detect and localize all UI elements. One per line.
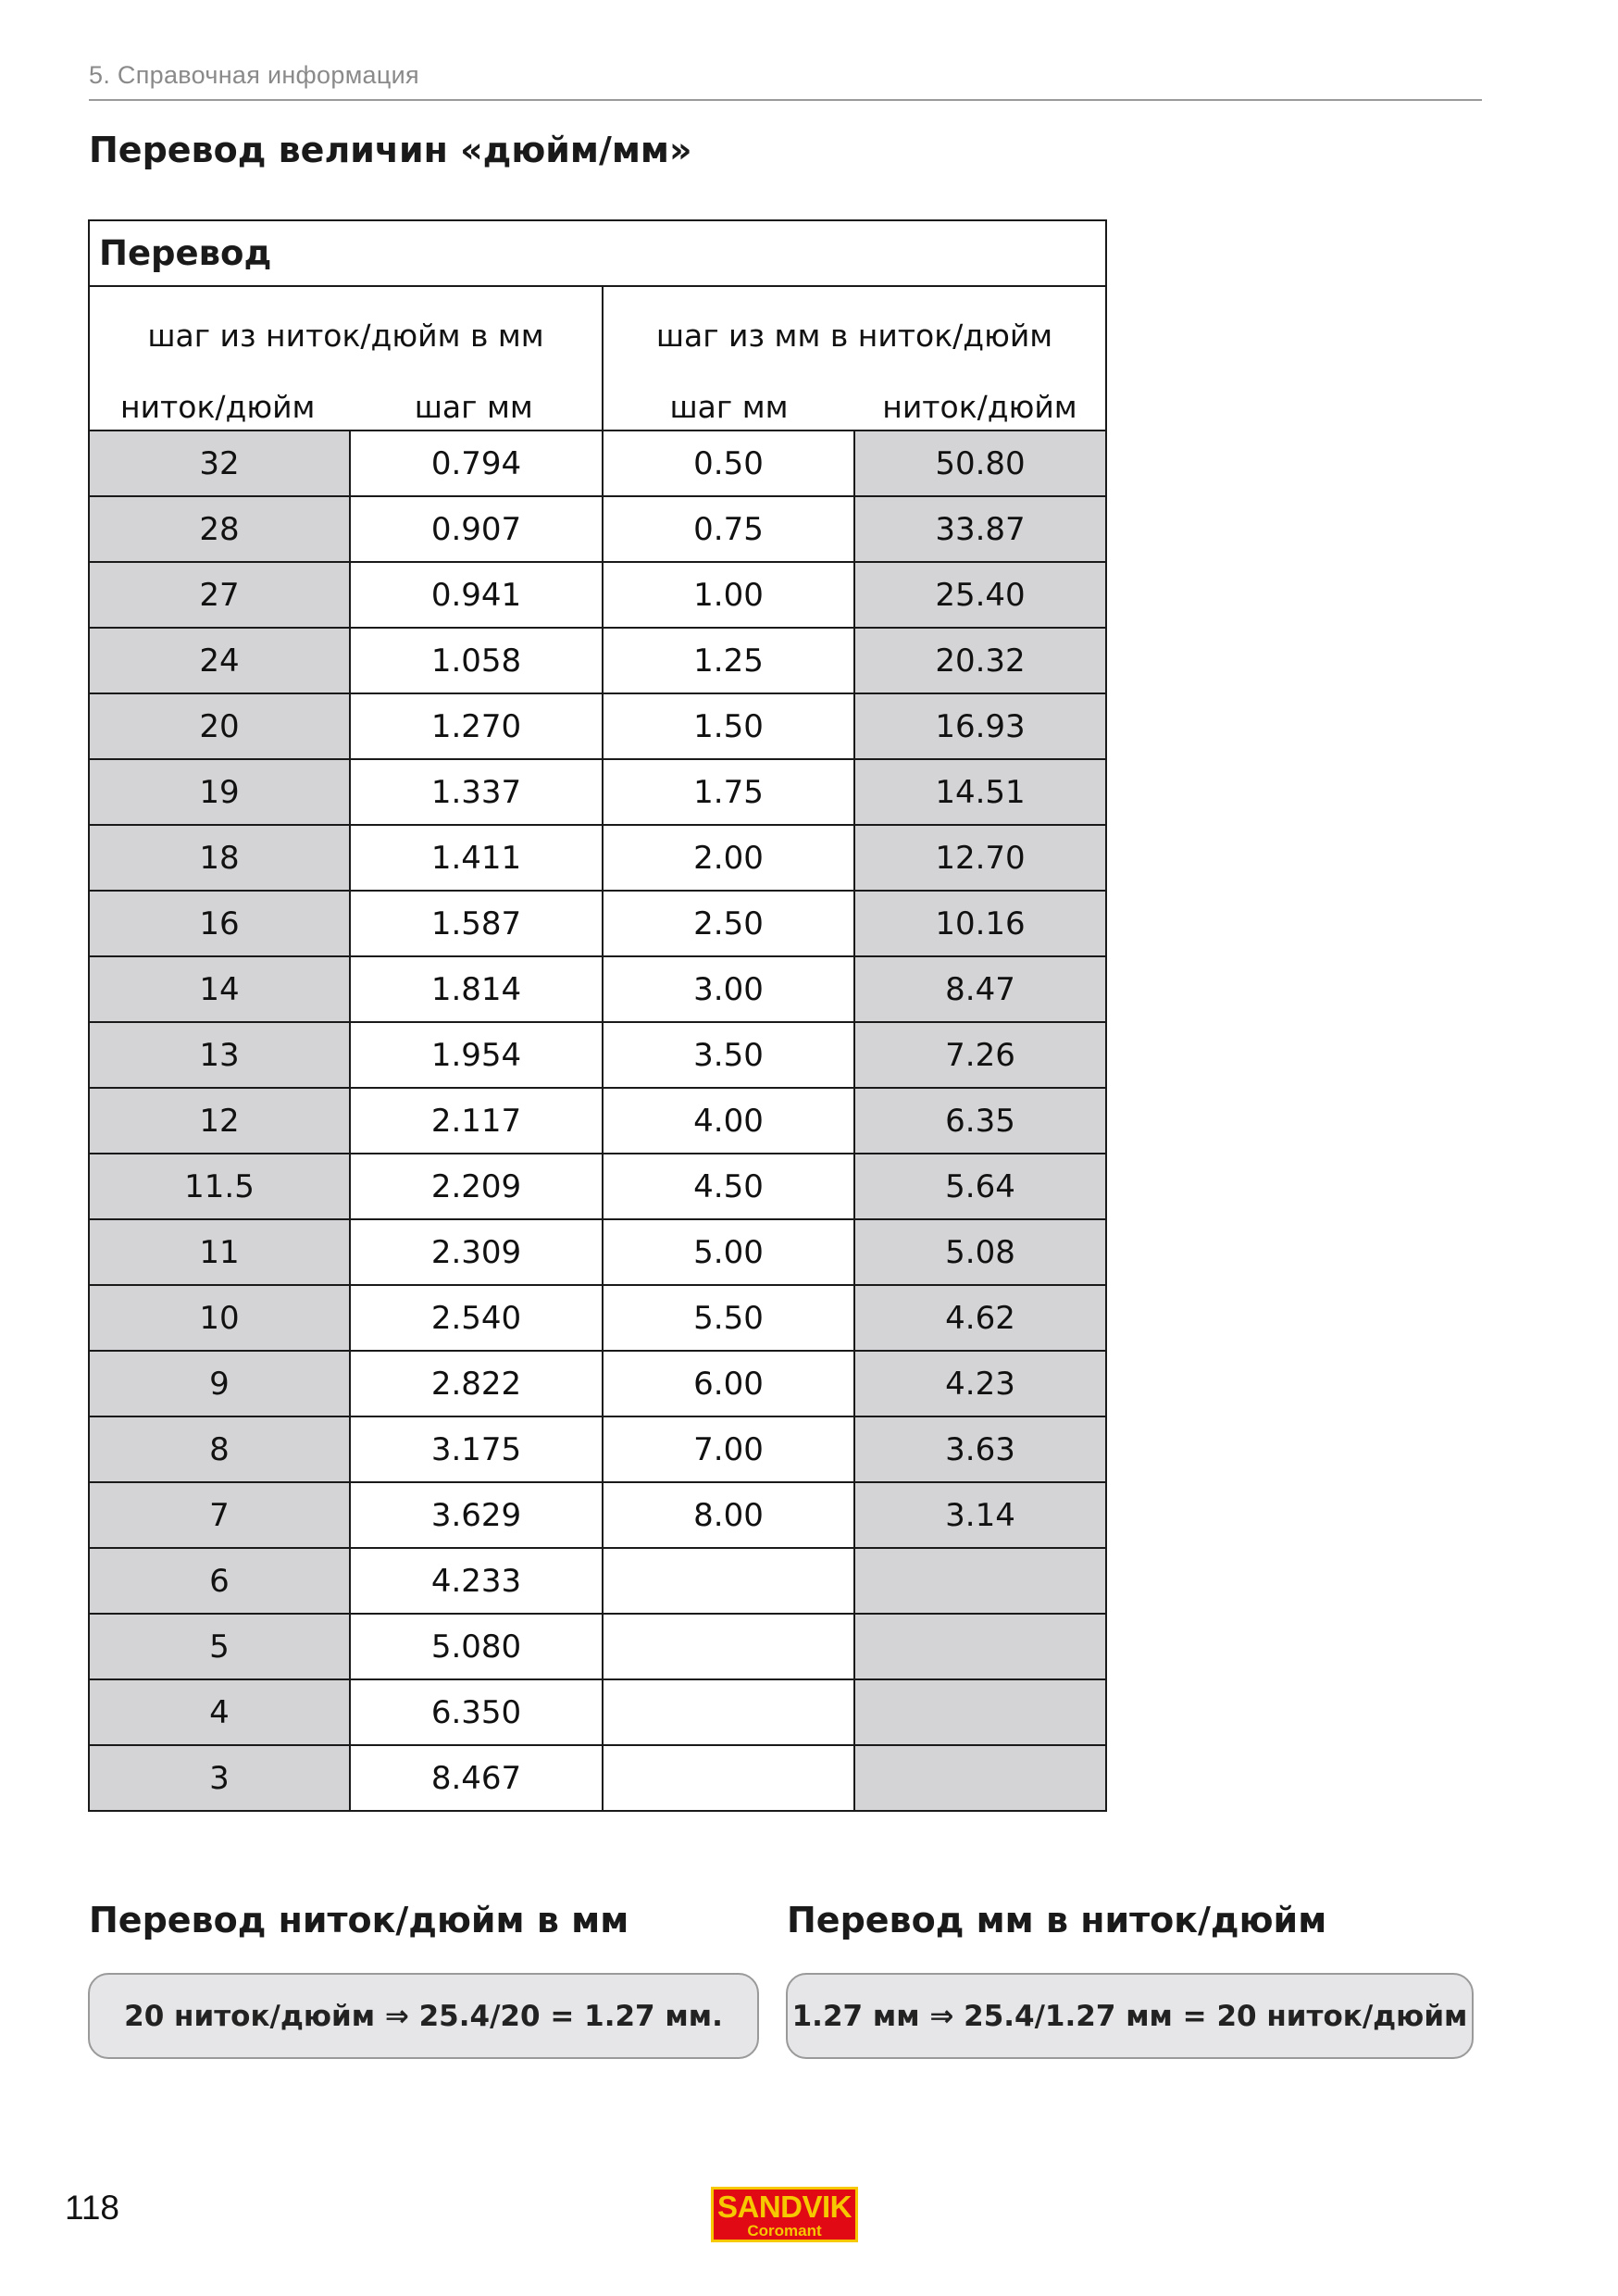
cell-pitch-mm: 2.117: [350, 1088, 603, 1154]
cell-tpi-right: [854, 1614, 1106, 1679]
cell-tpi: 7: [89, 1482, 350, 1548]
cell-pitch-mm-right: 1.25: [603, 628, 854, 693]
cell-tpi-right: 4.62: [854, 1285, 1106, 1351]
cell-tpi: 4: [89, 1679, 350, 1745]
cell-pitch-mm: 0.941: [350, 562, 603, 628]
cell-tpi-right: [854, 1679, 1106, 1745]
conversion-table: [88, 219, 1107, 1812]
group-header-tpi-to-mm: [89, 286, 603, 430]
cell-tpi: 27: [89, 562, 350, 628]
table-row: [89, 1088, 1106, 1154]
formula-mm-to-tpi: 1.27 мм ⇒ 25.4/1.27 мм = 20 ниток/дюйм: [791, 1999, 1468, 2033]
cell-tpi-right: 5.08: [854, 1219, 1106, 1285]
cell-pitch-mm-right: 4.50: [603, 1154, 854, 1219]
cell-tpi-right: 20.32: [854, 628, 1106, 693]
cell-pitch-mm: 0.794: [350, 430, 603, 496]
group-title-right: шаг из мм в ниток/дюйм: [655, 318, 1053, 354]
table-row: [89, 1154, 1106, 1219]
cell-pitch-mm-right: 1.75: [603, 759, 854, 825]
cell-tpi-right: 4.23: [854, 1351, 1106, 1416]
cell-pitch-mm: 1.058: [350, 628, 603, 693]
cell-pitch-mm: 1.270: [350, 693, 603, 759]
cell-pitch-mm: 1.411: [350, 825, 603, 891]
cell-pitch-mm: 3.175: [350, 1416, 603, 1482]
cell-pitch-mm: 6.350: [350, 1679, 603, 1745]
cell-pitch-mm: 1.587: [350, 891, 603, 956]
table-row: [89, 1351, 1106, 1416]
cell-tpi: 11.5: [89, 1154, 350, 1219]
table-row: [89, 825, 1106, 891]
cell-pitch-mm-right: [603, 1679, 854, 1745]
logo-subtitle: Coromant: [747, 2221, 822, 2240]
table-row: [89, 1614, 1106, 1679]
cell-tpi: 6: [89, 1548, 350, 1614]
cell-tpi: 11: [89, 1219, 350, 1285]
cell-pitch-mm-right: 5.50: [603, 1285, 854, 1351]
cell-tpi-right: 3.14: [854, 1482, 1106, 1548]
cell-tpi-right: 33.87: [854, 496, 1106, 562]
cell-pitch-mm-right: 2.50: [603, 891, 854, 956]
section-label: 5. Справочная информация: [89, 61, 419, 89]
cell-tpi-right: 5.64: [854, 1154, 1106, 1219]
conversion-heading-tpi-to-mm: Перевод ниток/дюйм в мм: [89, 1900, 629, 1940]
table-row: [89, 1219, 1106, 1285]
table-row: [89, 562, 1106, 628]
cell-tpi: 19: [89, 759, 350, 825]
conversion-heading-mm-to-tpi: Перевод мм в ниток/дюйм: [787, 1900, 1327, 1940]
cell-tpi: 5: [89, 1614, 350, 1679]
column-header-pitch-right: шаг мм: [669, 389, 789, 425]
group-header-mm-to-tpi: [603, 286, 1106, 430]
cell-tpi: 20: [89, 693, 350, 759]
group-title-left: шаг из ниток/дюйм в мм: [147, 318, 544, 354]
sandvik-coromant-logo: [711, 2187, 858, 2242]
logo-wordmark: SANDVIK: [716, 2189, 853, 2224]
cell-tpi-right: 14.51: [854, 759, 1106, 825]
cell-pitch-mm: 1.337: [350, 759, 603, 825]
formula-tpi-to-mm: 20 ниток/дюйм ⇒ 25.4/20 = 1.27 мм.: [124, 1999, 723, 2033]
cell-pitch-mm-right: 3.50: [603, 1022, 854, 1088]
cell-pitch-mm: 2.309: [350, 1219, 603, 1285]
table-row: [89, 693, 1106, 759]
cell-tpi: 32: [89, 430, 350, 496]
cell-pitch-mm-right: 5.00: [603, 1219, 854, 1285]
table-row: [89, 496, 1106, 562]
cell-pitch-mm: 0.907: [350, 496, 603, 562]
table-row: [89, 1285, 1106, 1351]
formula-box-mm-to-tpi: [786, 1973, 1474, 2059]
cell-pitch-mm: 4.233: [350, 1548, 603, 1614]
cell-pitch-mm: 5.080: [350, 1614, 603, 1679]
table-row: [89, 430, 1106, 496]
page-title: Перевод величин «дюйм/мм»: [89, 130, 692, 170]
cell-tpi: 8: [89, 1416, 350, 1482]
cell-pitch-mm-right: 8.00: [603, 1482, 854, 1548]
cell-tpi: 12: [89, 1088, 350, 1154]
formula-box-tpi-to-mm: [88, 1973, 759, 2059]
cell-pitch-mm-right: 0.50: [603, 430, 854, 496]
table-row: [89, 891, 1106, 956]
cell-pitch-mm-right: 4.00: [603, 1088, 854, 1154]
cell-pitch-mm-right: 1.50: [603, 693, 854, 759]
cell-pitch-mm: 3.629: [350, 1482, 603, 1548]
cell-tpi-right: 3.63: [854, 1416, 1106, 1482]
table-row: [89, 1548, 1106, 1614]
cell-pitch-mm: 2.540: [350, 1285, 603, 1351]
cell-pitch-mm-right: [603, 1614, 854, 1679]
cell-pitch-mm-right: 2.00: [603, 825, 854, 891]
cell-tpi: 28: [89, 496, 350, 562]
cell-pitch-mm-right: [603, 1745, 854, 1811]
cell-pitch-mm: 2.209: [350, 1154, 603, 1219]
cell-pitch-mm: 1.814: [350, 956, 603, 1022]
cell-pitch-mm-right: 0.75: [603, 496, 854, 562]
cell-pitch-mm-right: 7.00: [603, 1416, 854, 1482]
cell-pitch-mm-right: 6.00: [603, 1351, 854, 1416]
table-row: [89, 759, 1106, 825]
header-divider: [89, 99, 1482, 101]
cell-tpi-right: 16.93: [854, 693, 1106, 759]
table-row: [89, 1679, 1106, 1745]
column-header-tpi-right: ниток/дюйм: [882, 389, 1077, 425]
cell-pitch-mm: 1.954: [350, 1022, 603, 1088]
cell-pitch-mm: 8.467: [350, 1745, 603, 1811]
cell-tpi-right: 25.40: [854, 562, 1106, 628]
cell-tpi-right: [854, 1548, 1106, 1614]
cell-tpi: 9: [89, 1351, 350, 1416]
table-caption: Перевод: [89, 220, 1106, 286]
cell-pitch-mm-right: 3.00: [603, 956, 854, 1022]
cell-tpi: 24: [89, 628, 350, 693]
cell-pitch-mm-right: 1.00: [603, 562, 854, 628]
cell-tpi-right: 6.35: [854, 1088, 1106, 1154]
cell-tpi-right: 10.16: [854, 891, 1106, 956]
cell-tpi: 18: [89, 825, 350, 891]
cell-pitch-mm-right: [603, 1548, 854, 1614]
table-row: [89, 1416, 1106, 1482]
cell-tpi-right: 7.26: [854, 1022, 1106, 1088]
column-header-tpi-left: ниток/дюйм: [120, 389, 316, 425]
cell-tpi: 13: [89, 1022, 350, 1088]
table-row: [89, 628, 1106, 693]
cell-tpi-right: 50.80: [854, 430, 1106, 496]
cell-pitch-mm: 2.822: [350, 1351, 603, 1416]
table-body: [89, 430, 1106, 1811]
table-row: [89, 1482, 1106, 1548]
table-row: [89, 1022, 1106, 1088]
table-row: [89, 956, 1106, 1022]
cell-tpi: 3: [89, 1745, 350, 1811]
page-number: 118: [65, 2189, 119, 2227]
column-header-pitch-left: шаг мм: [414, 389, 533, 425]
cell-tpi-right: 12.70: [854, 825, 1106, 891]
cell-tpi: 10: [89, 1285, 350, 1351]
cell-tpi: 16: [89, 891, 350, 956]
cell-tpi-right: [854, 1745, 1106, 1811]
cell-tpi: 14: [89, 956, 350, 1022]
table-row: [89, 1745, 1106, 1811]
cell-tpi-right: 8.47: [854, 956, 1106, 1022]
